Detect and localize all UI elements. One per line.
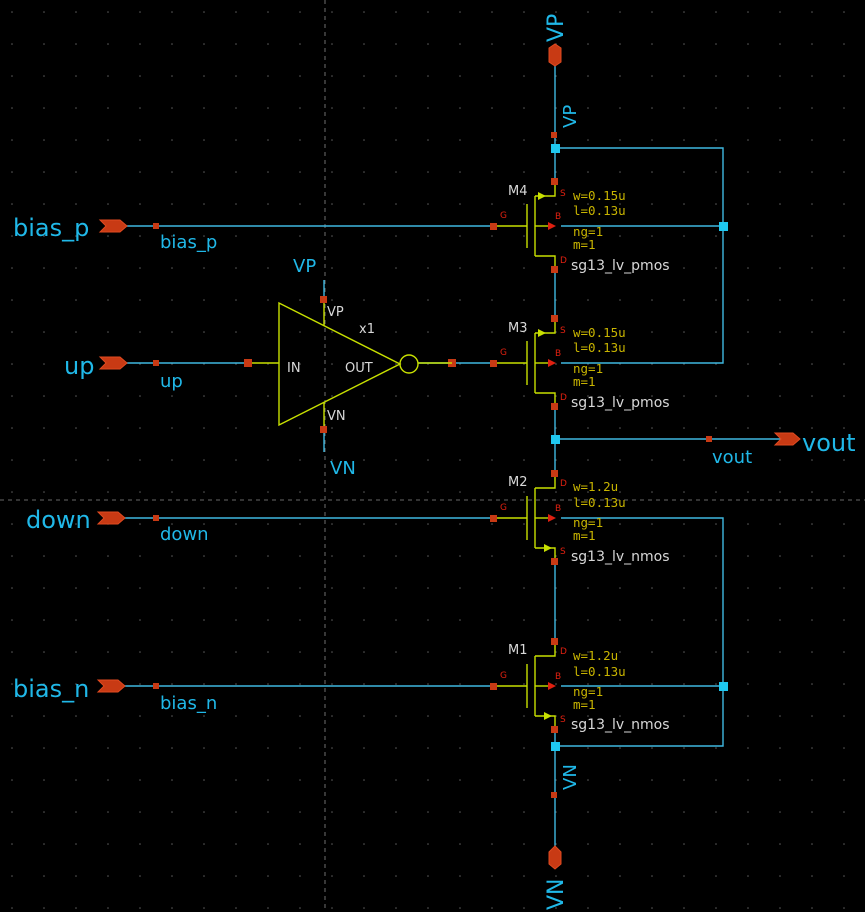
inverter-vp-label: VP: [293, 256, 317, 277]
port-bias-n-label: bias_n: [13, 675, 90, 703]
port-down-label: down: [26, 506, 91, 534]
m4-pin-g: G: [500, 211, 507, 221]
m1-name: M1: [508, 643, 528, 658]
m2-l: l=0.13u: [573, 495, 626, 510]
m3-pin-s: S: [560, 326, 566, 336]
m2-pin-b: B: [555, 504, 562, 514]
inverter-pin-in: IN: [287, 361, 301, 376]
m1-pin-g: G: [500, 671, 507, 681]
m4-m: m=1: [573, 237, 596, 252]
m4-ng: ng=1: [573, 224, 604, 239]
m4-l: l=0.13u: [573, 203, 626, 218]
m3-w: w=0.15u: [573, 325, 626, 340]
m3-name: M3: [508, 321, 528, 336]
m4-w: w=0.15u: [573, 188, 626, 203]
m1-ng: ng=1: [573, 684, 604, 699]
m3-ng: ng=1: [573, 361, 604, 376]
vp-port-label: VP: [544, 13, 569, 42]
m3-pin-b: B: [555, 349, 562, 359]
m4-name: M4: [508, 184, 528, 199]
net-vout-label: vout: [712, 447, 753, 468]
m4-model: sg13_lv_pmos: [571, 258, 670, 274]
vp-net-label: VP: [560, 104, 581, 128]
inverter-instance-name: x1: [359, 322, 375, 337]
port-up-label: up: [64, 352, 95, 380]
inverter-pin-out: OUT: [345, 361, 373, 376]
m1-m: m=1: [573, 697, 596, 712]
m2-m: m=1: [573, 528, 596, 543]
net-up-label: up: [160, 371, 183, 392]
m4-pin-b: B: [555, 212, 562, 222]
inverter-vn-label: VN: [330, 458, 356, 479]
m3-model: sg13_lv_pmos: [571, 395, 670, 411]
m4-pin-s: S: [560, 189, 566, 199]
net-bias-n-label: bias_n: [160, 693, 218, 714]
inverter-pin-vn: VN: [327, 409, 346, 424]
m3-pin-d: D: [560, 393, 567, 403]
m3-pin-g: G: [500, 348, 507, 358]
net-down-label: down: [160, 524, 209, 545]
vn-net-label: VN: [560, 764, 581, 790]
inverter-pin-vp: VP: [327, 305, 344, 320]
m2-pin-s: S: [560, 547, 566, 557]
m1-pin-s: S: [560, 715, 566, 725]
m1-pin-d: D: [560, 647, 567, 657]
net-bias-p-label: bias_p: [160, 232, 218, 253]
m1-model: sg13_lv_nmos: [571, 717, 670, 733]
m2-w: w=1.2u: [573, 479, 619, 494]
m1-w: w=1.2u: [573, 648, 619, 663]
m1-l: l=0.13u: [573, 664, 626, 679]
m3-m: m=1: [573, 374, 596, 389]
vn-port-label: VN: [544, 878, 569, 910]
m2-pin-d: D: [560, 479, 567, 489]
m2-name: M2: [508, 475, 528, 490]
m2-model: sg13_lv_nmos: [571, 549, 670, 565]
port-bias-p-label: bias_p: [13, 214, 90, 242]
m3-l: l=0.13u: [573, 340, 626, 355]
m2-ng: ng=1: [573, 515, 604, 530]
port-vout-label: vout: [802, 429, 856, 457]
m4-pin-d: D: [560, 256, 567, 266]
m2-pin-g: G: [500, 503, 507, 513]
m1-pin-b: B: [555, 672, 562, 682]
